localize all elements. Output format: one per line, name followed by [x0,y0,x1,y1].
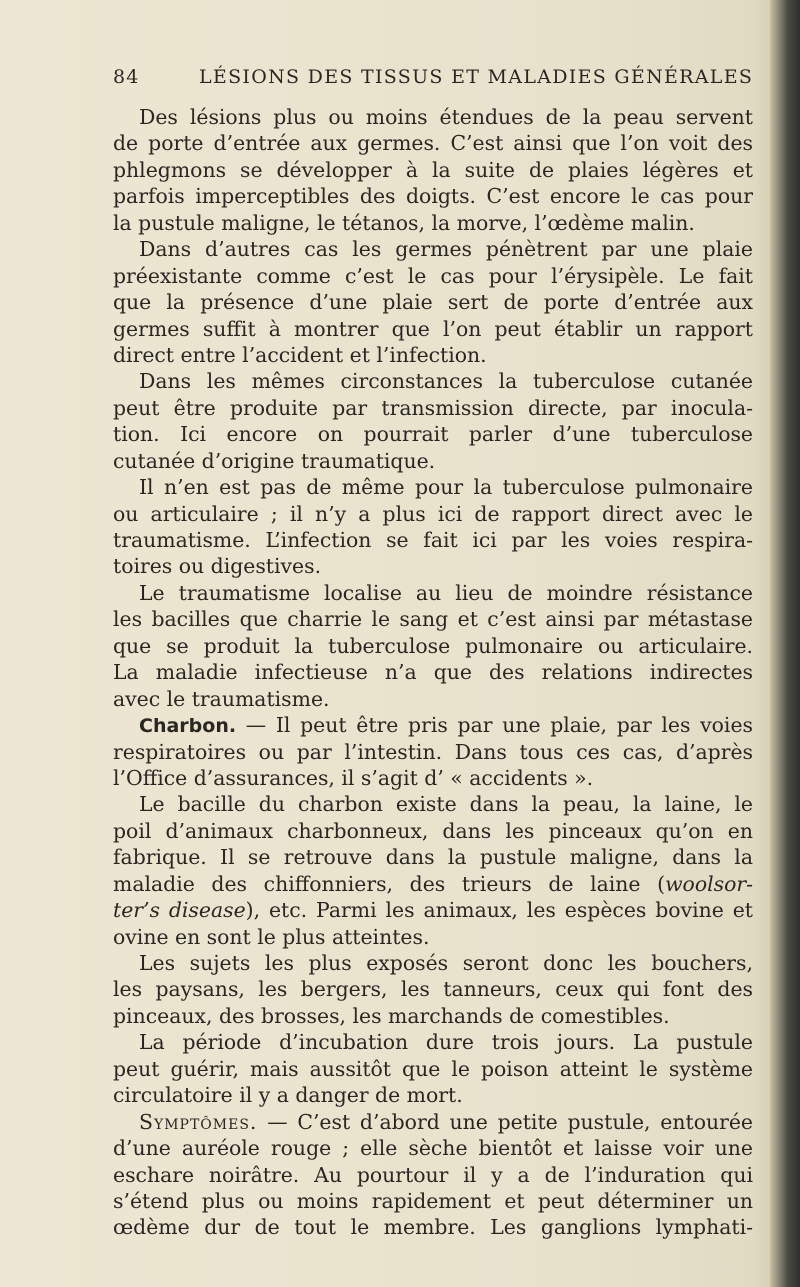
text-span: peut être produite par transmission directe, par inocula- [113,395,753,420]
text-span: Il n’en est pas de même pour la tuberculose pulmonaire [139,475,753,500]
text-span: La maladie infectieuse n’a que des relations indirectes [113,660,753,685]
text-span: ), etc. Parmi les animaux, les espèces bovine et [245,898,753,923]
page-number: 84 [113,66,140,88]
running-head: LÉSIONS DES TISSUS ET MALADIES GÉNÉRALES [199,66,754,88]
text-line [113,527,753,553]
text-span: Des lésions plus ou moins étendues de la peau servent [139,105,753,129]
text-span: Dans les mêmes circonstances la tuberculose cutanée [139,369,753,394]
text-line [113,263,753,289]
text-line [113,765,753,791]
page-binding-edge [770,0,800,1287]
text-line [113,316,753,342]
text-span: d’une auréole rouge ; elle sèche bientôt et laisse voir une [113,1136,753,1161]
text-line [113,1003,753,1029]
text-span: les paysans, les bergers, les tanneurs, ceux qui font des [113,977,753,1002]
text-span: cutanée d’origine traumatique. [113,448,436,473]
text-span: avec le traumatisme. [113,686,330,711]
text-span: parfois imperceptibles des doigts. C’est encore le cas pour [113,184,753,209]
text-line [113,844,753,870]
text-span: direct entre l’accident et l’infection. [113,342,487,367]
text-line [113,368,753,394]
text-span: préexistante comme c’est le cas pour l’érysipèle. Le fait [113,263,753,288]
text-line [113,1029,753,1055]
text-span: traumatisme. L’infection se fait ici par les voies respira- [113,528,753,552]
text-line [113,1109,753,1135]
text-line [113,1162,753,1188]
text-line [113,474,753,500]
text-span: œdème dur de tout le membre. Les ganglions lymphati- [113,1215,753,1240]
text-span: circulatoire il y a danger de mort. [113,1083,463,1108]
text-span: peut guérir, mais aussitôt que le poison atteint le système [113,1056,753,1081]
text-line [113,1188,753,1214]
section-heading: Charbon. [139,715,237,738]
text-line [113,739,753,765]
text-line [113,236,753,262]
text-line [113,791,753,817]
text-line [113,342,753,368]
text-line [113,210,753,236]
text-span: tion. Ici encore on pourrait parler d’une tuberculose [113,422,753,447]
text-span: respiratoires ou par l’intestin. Dans tous ces cas, d’après [113,739,753,764]
text-span: ou articulaire ; il n’y a plus ici de rapport direct avec le [113,501,753,526]
text-line [113,659,753,685]
text-line [113,871,753,897]
italic-text: ter’s disease [113,898,246,923]
text-span: les bacilles que charrie le sang et c’est ainsi par métastase [113,607,753,632]
text-span: ovine en sont le plus atteintes. [113,924,430,949]
text-line [113,289,753,315]
text-line [113,553,753,579]
text-line [113,448,753,474]
text-span: Le traumatisme localise au lieu de moindre résistance [139,580,753,605]
subsection-heading: Symptômes. [139,1109,258,1134]
text-line [113,157,753,183]
text-span: germes suffit à montrer que l’on peut établir un rapport [113,316,753,341]
text-line [113,712,753,738]
text-span: phlegmons se développer à la suite de plaies légères et [113,157,753,182]
text-span: Dans d’autres cas les germes pénètrent par une plaie [139,237,753,262]
text-span: de porte d’entrée aux germes. C’est ainsi que l’on voit des [113,131,753,156]
text-span: toires ou digestives. [113,554,322,579]
text-line [113,924,753,950]
text-span: poil d’animaux charbonneux, dans les pinceaux qu’on en [113,818,753,843]
text-span: La période d’incubation dure trois jours. La pustule [139,1030,753,1055]
text-line [113,1082,753,1108]
text-line [113,104,753,130]
text-span: la pustule maligne, le tétanos, la morve, l’œdème malin. [113,210,695,235]
text-span: s’étend plus ou moins rapidement et peut déterminer un [113,1188,753,1213]
text-line [113,580,753,606]
text-span: que la présence d’une plaie sert de porte d’entrée aux [113,290,753,315]
text-line [113,1135,753,1161]
text-span: fabrique. Il se retrouve dans la pustule maligne, dans la [113,845,753,870]
text-line [113,686,753,712]
text-span: Le bacille du charbon existe dans la peau, la laine, le [139,792,753,817]
italic-text: woolsor- [665,871,753,896]
text-line [113,606,753,632]
text-line [113,1214,753,1240]
text-line [113,633,753,659]
text-line [113,1056,753,1082]
text-span: pinceaux, des brosses, les marchands de comestibles. [113,1003,670,1028]
text-line [113,421,753,447]
body-text [113,104,753,1241]
text-span: que se produit la tuberculose pulmonaire ou articulaire. [113,633,753,658]
text-span: — C’est d’abord une petite pustule, entourée [257,1109,753,1134]
page-header [113,66,763,94]
text-line [113,183,753,209]
text-span: Les sujets les plus exposés seront donc les bouchers, [139,951,753,975]
text-line [113,130,753,156]
text-span: — Il peut être pris par une plaie, par les voies [236,713,753,738]
text-span: eschare noirâtre. Au pourtour il y a de l’induration qui [113,1162,753,1187]
text-line [113,395,753,421]
text-line [113,818,753,844]
text-line [113,897,753,923]
text-line [113,976,753,1002]
text-span: maladie des chiffonniers, des trieurs de laine ( [113,871,666,896]
text-span: l’Office d’assurances, il s’agit d’ « accidents ». [113,765,594,790]
text-line [113,950,753,976]
text-line [113,501,753,527]
